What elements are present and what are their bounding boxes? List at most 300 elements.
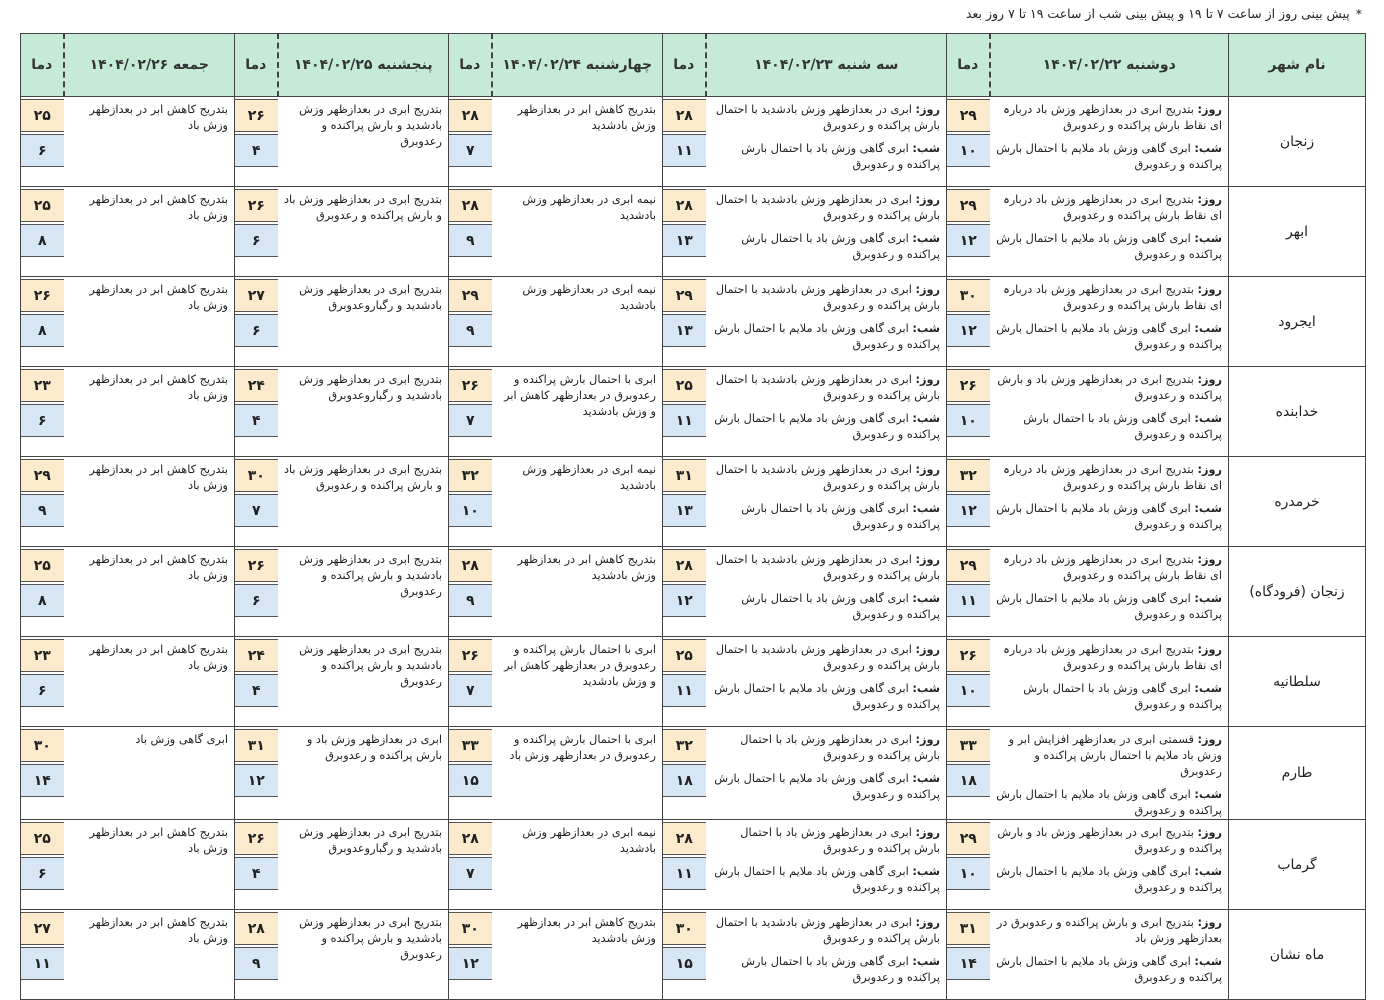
min-temp: ۷ bbox=[449, 857, 492, 890]
day-text: ابری در بعدازظهر وزش بادشدید با احتمال بارش پراکنده و رعدوبرق bbox=[715, 553, 940, 582]
max-temp: ۲۶ bbox=[449, 369, 492, 402]
forecast-text: نیمه ابری در بعدازظهر وزش بادشدید bbox=[522, 826, 656, 855]
day-label: روز: bbox=[915, 733, 940, 746]
min-temp: ۹ bbox=[449, 314, 492, 347]
min-temp: ۱۲ bbox=[947, 224, 990, 257]
night-forecast bbox=[712, 954, 941, 986]
day-text: بتدریج ابری در بعدازظهر وزش باد دربارہ ای نقاط بارش پراکنده و رعدوبرق bbox=[1003, 103, 1222, 132]
min-temp: ۱۸ bbox=[663, 764, 706, 797]
forecast-cell bbox=[990, 367, 1229, 457]
forecast-cell bbox=[990, 727, 1229, 820]
day-label: روز: bbox=[1197, 283, 1222, 296]
forecast-text: بتدریج ابری در بعدازظهر وزش بادشدید و بارش پراکنده و رعدوبرق bbox=[299, 553, 442, 598]
header-city: نام شهر bbox=[1229, 34, 1366, 97]
max-temp: ۲۹ bbox=[947, 549, 990, 582]
day-text: بتدریج ابری در بعدازظهر وزش باد و بارش پراکنده و رعدوبرق bbox=[997, 373, 1222, 402]
day-forecast bbox=[712, 552, 941, 584]
max-temp: ۲۵ bbox=[21, 549, 64, 582]
max-temp: ۳۳ bbox=[947, 729, 990, 762]
min-temp: ۴ bbox=[235, 674, 278, 707]
min-temp: ۱۴ bbox=[21, 764, 64, 797]
max-temp: ۲۸ bbox=[449, 99, 492, 132]
day-forecast bbox=[712, 642, 941, 674]
temp-cell bbox=[21, 367, 64, 457]
table-row bbox=[21, 727, 1366, 820]
forecast-cell bbox=[278, 727, 449, 820]
max-temp: ۳۳ bbox=[449, 729, 492, 762]
temp-cell bbox=[449, 277, 492, 367]
temp-cell bbox=[947, 820, 990, 910]
night-label: شب: bbox=[912, 682, 940, 695]
temp-cell bbox=[947, 547, 990, 637]
night-forecast bbox=[996, 501, 1223, 533]
max-temp: ۲۵ bbox=[663, 369, 706, 402]
forecast-cell bbox=[492, 367, 663, 457]
min-temp: ۸ bbox=[21, 314, 64, 347]
forecast-cell bbox=[278, 97, 449, 187]
max-temp: ۳۰ bbox=[21, 729, 64, 762]
forecast-text: بتدریج کاهش ابر در بعدازظهر وزش بادشدید bbox=[517, 103, 656, 132]
night-forecast bbox=[712, 141, 941, 173]
temp-cell bbox=[21, 547, 64, 637]
day-text: بتدریج ابری در بعدازظهر وزش باد دربارہ ای نقاط بارش پراکنده و رعدوبرق bbox=[1003, 283, 1222, 312]
max-temp: ۲۶ bbox=[235, 549, 278, 582]
min-temp: ۱۰ bbox=[947, 134, 990, 167]
temp-cell bbox=[449, 187, 492, 277]
day-text: ابری در بعدازظهر وزش باد با احتمال بارش پراکنده و رعدوبرق bbox=[740, 826, 940, 855]
day-text: بتدریج ابری در بعدازظهر وزش باد و بارش پراکنده و رعدوبرق bbox=[997, 826, 1222, 855]
temp-cell bbox=[21, 277, 64, 367]
min-temp: ۶ bbox=[235, 584, 278, 617]
forecast-cell bbox=[64, 820, 235, 910]
forecast-body bbox=[21, 97, 1366, 1000]
max-temp: ۲۶ bbox=[947, 369, 990, 402]
night-text: ابری گاهی وزش باد با احتمال بارش پراکنده و رعدوبرق bbox=[741, 232, 940, 261]
max-temp: ۳۱ bbox=[235, 729, 278, 762]
day-text: بتدریج ابری در بعدازظهر وزش باد دربارہ ای نقاط بارش پراکنده و رعدوبرق bbox=[1003, 193, 1222, 222]
night-label: شب: bbox=[912, 142, 940, 155]
night-forecast bbox=[712, 231, 941, 263]
day-label: روز: bbox=[1197, 103, 1222, 116]
header-day-5: جمعه ۱۴۰۴/۰۲/۲۶ bbox=[64, 34, 235, 97]
max-temp: ۲۵ bbox=[21, 822, 64, 855]
city-name: ابهر bbox=[1229, 187, 1366, 277]
forecast-cell bbox=[64, 97, 235, 187]
night-label: شب: bbox=[912, 232, 940, 245]
day-forecast bbox=[996, 462, 1223, 494]
min-temp: ۶ bbox=[21, 674, 64, 707]
forecast-table bbox=[20, 33, 1366, 1000]
max-temp: ۲۴ bbox=[235, 369, 278, 402]
day-label: روز: bbox=[1197, 553, 1222, 566]
day-label: روز: bbox=[1197, 826, 1222, 839]
forecast-text: بتدریج کاهش ابر در بعدازظهر وزش باد bbox=[89, 916, 228, 945]
table-row bbox=[21, 187, 1366, 277]
max-temp: ۲۶ bbox=[449, 639, 492, 672]
day-text: ابری در بعدازظهر وزش بادشدید با احتمال بارش پراکنده و رعدوبرق bbox=[715, 103, 940, 132]
night-label: شب: bbox=[912, 592, 940, 605]
max-temp: ۲۵ bbox=[21, 189, 64, 222]
temp-cell bbox=[449, 457, 492, 547]
min-temp: ۴ bbox=[235, 134, 278, 167]
forecast-cell bbox=[278, 277, 449, 367]
min-temp: ۶ bbox=[21, 134, 64, 167]
min-temp: ۶ bbox=[235, 224, 278, 257]
temp-cell bbox=[663, 547, 706, 637]
forecast-text: ابری گاهی وزش باد bbox=[135, 733, 228, 746]
max-temp: ۲۶ bbox=[235, 99, 278, 132]
night-text: ابری گاهی وزش باد ملایم با احتمال بارش پراکنده و رعدوبرق bbox=[996, 788, 1222, 817]
min-temp: ۱۱ bbox=[21, 947, 64, 980]
temp-cell bbox=[947, 367, 990, 457]
temp-cell bbox=[449, 367, 492, 457]
temp-cell bbox=[235, 727, 278, 820]
day-forecast bbox=[712, 732, 941, 764]
night-text: ابری گاهی وزش باد ملایم با احتمال بارش پراکنده و رعدوبرق bbox=[996, 865, 1222, 894]
day-label: روز: bbox=[915, 916, 940, 929]
max-temp: ۲۶ bbox=[21, 279, 64, 312]
day-text: ابری در بعدازظهر وزش بادشدید با احتمال بارش پراکنده و رعدوبرق bbox=[715, 193, 940, 222]
min-temp: ۱۸ bbox=[947, 764, 990, 797]
max-temp: ۳۱ bbox=[947, 912, 990, 945]
night-text: ابری گاهی وزش باد ملایم با احتمال بارش پراکنده و رعدوبرق bbox=[714, 322, 940, 351]
forecast-text: بتدریج کاهش ابر در بعدازظهر وزش باد bbox=[89, 826, 228, 855]
day-text: ابری در بعدازظهر وزش بادشدید با احتمال بارش پراکنده و رعدوبرق bbox=[715, 463, 940, 492]
min-temp: ۶ bbox=[21, 404, 64, 437]
min-temp: ۱۲ bbox=[947, 314, 990, 347]
note-star: * bbox=[1355, 6, 1362, 21]
forecast-cell bbox=[990, 820, 1229, 910]
max-temp: ۲۹ bbox=[449, 279, 492, 312]
max-temp: ۲۸ bbox=[663, 99, 706, 132]
day-label: روز: bbox=[915, 463, 940, 476]
forecast-cell bbox=[990, 277, 1229, 367]
temp-cell bbox=[663, 187, 706, 277]
temp-cell bbox=[235, 820, 278, 910]
forecast-text: بتدریج ابری در بعدازظهر وزش بادشدید و رگباروعدوبرق bbox=[299, 373, 442, 402]
night-label: شب: bbox=[912, 955, 940, 968]
table-row bbox=[21, 637, 1366, 727]
table-row bbox=[21, 367, 1366, 457]
night-text: ابری گاهی وزش باد ملایم با احتمال بارش پراکنده و رعدوبرق bbox=[996, 955, 1222, 984]
night-forecast bbox=[996, 321, 1223, 353]
max-temp: ۲۸ bbox=[235, 912, 278, 945]
temp-cell bbox=[947, 277, 990, 367]
min-temp: ۱۰ bbox=[449, 494, 492, 527]
min-temp: ۱۵ bbox=[449, 764, 492, 797]
forecast-cell bbox=[64, 910, 235, 1000]
max-temp: ۳۱ bbox=[663, 459, 706, 492]
max-temp: ۲۸ bbox=[663, 189, 706, 222]
city-name: سلطانیه bbox=[1229, 637, 1366, 727]
forecast-text: بتدریج کاهش ابر در بعدازظهر وزش باد bbox=[89, 463, 228, 492]
header-temp-2: دما bbox=[663, 34, 706, 97]
min-temp: ۱۵ bbox=[663, 947, 706, 980]
min-temp: ۱۴ bbox=[947, 947, 990, 980]
forecast-cell bbox=[278, 187, 449, 277]
night-label: شب: bbox=[1194, 682, 1222, 695]
night-label: شب: bbox=[912, 772, 940, 785]
night-label: شب: bbox=[912, 322, 940, 335]
forecast-cell bbox=[706, 727, 947, 820]
forecast-cell bbox=[278, 820, 449, 910]
day-label: روز: bbox=[1197, 373, 1222, 386]
day-forecast bbox=[996, 192, 1223, 224]
temp-cell bbox=[947, 457, 990, 547]
day-forecast bbox=[712, 372, 941, 404]
forecast-cell bbox=[706, 820, 947, 910]
temp-cell bbox=[663, 820, 706, 910]
forecast-cell bbox=[64, 547, 235, 637]
forecast-cell bbox=[492, 820, 663, 910]
max-temp: ۲۸ bbox=[663, 549, 706, 582]
min-temp: ۸ bbox=[21, 584, 64, 617]
temp-cell bbox=[663, 367, 706, 457]
temp-cell bbox=[449, 637, 492, 727]
min-temp: ۱۰ bbox=[947, 674, 990, 707]
min-temp: ۱۳ bbox=[663, 494, 706, 527]
max-temp: ۲۶ bbox=[235, 822, 278, 855]
day-label: روز: bbox=[915, 553, 940, 566]
forecast-cell bbox=[990, 637, 1229, 727]
temp-cell bbox=[947, 97, 990, 187]
forecast-cell bbox=[706, 277, 947, 367]
night-forecast bbox=[996, 591, 1223, 623]
forecast-text: ابری در بعدازظهر وزش باد و بارش پراکنده و رعدوبرق bbox=[306, 733, 442, 762]
max-temp: ۳۰ bbox=[449, 912, 492, 945]
night-text: ابری گاهی وزش باد ملایم با احتمال بارش پراکنده و رعدوبرق bbox=[996, 322, 1222, 351]
day-forecast bbox=[996, 282, 1223, 314]
forecast-cell bbox=[706, 547, 947, 637]
forecast-text: ابری با احتمال بارش پراکنده و رعدوبرق در بعدازظهر کاهش ابر و وزش بادشدید bbox=[504, 373, 656, 418]
header-day-4: پنجشنبه ۱۴۰۴/۰۲/۲۵ bbox=[278, 34, 449, 97]
min-temp: ۱۳ bbox=[663, 224, 706, 257]
table-row bbox=[21, 457, 1366, 547]
night-text: ابری گاهی وزش باد ملایم با احتمال بارش پراکنده و رعدوبرق bbox=[714, 772, 940, 801]
forecast-text: بتدریج ابری در بعدازظهر وزش بادشدید و رگباروعدوبرق bbox=[299, 283, 442, 312]
city-name: ماه نشان bbox=[1229, 910, 1366, 1000]
night-text: ابری گاهی وزش باد ملایم با احتمال بارش پراکنده و رعدوبرق bbox=[996, 502, 1222, 531]
forecast-text: بتدریج کاهش ابر در بعدازظهر وزش باد bbox=[89, 553, 228, 582]
forecast-cell bbox=[706, 457, 947, 547]
max-temp: ۳۰ bbox=[663, 912, 706, 945]
min-temp: ۱۳ bbox=[663, 314, 706, 347]
min-temp: ۱۲ bbox=[449, 947, 492, 980]
day-text: ابری در بعدازظهر وزش بادشدید با احتمال بارش پراکنده و رعدوبرق bbox=[715, 373, 940, 402]
min-temp: ۱۱ bbox=[663, 857, 706, 890]
temp-cell bbox=[947, 727, 990, 820]
max-temp: ۲۸ bbox=[449, 549, 492, 582]
day-text: ابری در بعدازظهر وزش بادشدید با احتمال بارش پراکنده و رعدوبرق bbox=[715, 916, 940, 945]
max-temp: ۳۲ bbox=[449, 459, 492, 492]
night-text: ابری گاهی وزش باد ملایم با احتمال بارش پراکنده و رعدوبرق bbox=[714, 412, 940, 441]
forecast-cell bbox=[64, 187, 235, 277]
night-forecast bbox=[996, 681, 1223, 713]
header-day-1: دوشنبه ۱۴۰۴/۰۲/۲۲ bbox=[990, 34, 1229, 97]
max-temp: ۲۸ bbox=[663, 822, 706, 855]
header-temp-3: دما bbox=[449, 34, 492, 97]
min-temp: ۱۲ bbox=[947, 494, 990, 527]
temp-cell bbox=[663, 97, 706, 187]
day-forecast bbox=[996, 372, 1223, 404]
forecast-text: بتدریج کاهش ابر در بعدازظهر وزش بادشدید bbox=[517, 553, 656, 582]
max-temp: ۲۷ bbox=[235, 279, 278, 312]
max-temp: ۲۶ bbox=[947, 639, 990, 672]
header-temp-1: دما bbox=[947, 34, 990, 97]
forecast-cell bbox=[492, 637, 663, 727]
min-temp: ۴ bbox=[235, 857, 278, 890]
min-temp: ۷ bbox=[449, 134, 492, 167]
min-temp: ۱۰ bbox=[947, 404, 990, 437]
forecast-text: بتدریج کاهش ابر در بعدازظهر وزش باد bbox=[89, 193, 228, 222]
forecast-text: نیمه ابری در بعدازظهر وزش بادشدید bbox=[522, 463, 656, 492]
forecast-cell bbox=[64, 727, 235, 820]
day-text: ابری در بعدازظهر وزش باد با احتمال بارش پراکنده و رعدوبرق bbox=[740, 733, 940, 762]
day-label: روز: bbox=[1197, 463, 1222, 476]
night-text: ابری گاهی وزش باد با احتمال بارش پراکنده و رعدوبرق bbox=[741, 142, 940, 171]
max-temp: ۲۴ bbox=[235, 639, 278, 672]
max-temp: ۲۳ bbox=[21, 369, 64, 402]
temp-cell bbox=[235, 457, 278, 547]
max-temp: ۲۸ bbox=[449, 822, 492, 855]
forecast-text: بتدریج کاهش ابر در بعدازظهر وزش باد bbox=[89, 103, 228, 132]
day-text: قسمتی ابری در بعدازظهر افزایش ابر و وزش باد ملایم با احتمال بارش پراکنده و رعدوبرق bbox=[1008, 733, 1222, 778]
forecast-text: بتدریج کاهش ابر در بعدازظهر وزش باد bbox=[89, 283, 228, 312]
max-temp: ۲۹ bbox=[947, 189, 990, 222]
night-forecast bbox=[712, 864, 941, 896]
day-forecast bbox=[996, 102, 1223, 134]
min-temp: ۱۱ bbox=[663, 674, 706, 707]
temp-cell bbox=[663, 457, 706, 547]
night-forecast bbox=[996, 141, 1223, 173]
night-forecast bbox=[996, 787, 1223, 819]
night-text: ابری گاهی وزش باد با احتمال بارش پراکنده و رعدوبرق bbox=[741, 502, 940, 531]
forecast-cell bbox=[706, 187, 947, 277]
min-temp: ۷ bbox=[235, 494, 278, 527]
day-text: بتدریج ابری در بعدازظهر وزش باد دربارہ ای نقاط بارش پراکنده و رعدوبرق bbox=[1003, 643, 1222, 672]
night-forecast bbox=[712, 591, 941, 623]
day-label: روز: bbox=[915, 826, 940, 839]
max-temp: ۲۶ bbox=[235, 189, 278, 222]
forecast-text: بتدریج ابری در بعدازظهر وزش باد و بارش پراکنده و رعدوبرق bbox=[283, 463, 442, 492]
day-label: روز: bbox=[915, 643, 940, 656]
temp-cell bbox=[235, 187, 278, 277]
min-temp: ۹ bbox=[449, 224, 492, 257]
temp-cell bbox=[449, 820, 492, 910]
night-text: ابری گاهی وزش باد ملایم با احتمال بارش پراکنده و رعدوبرق bbox=[714, 865, 940, 894]
day-label: روز: bbox=[1197, 916, 1222, 929]
temp-cell bbox=[21, 820, 64, 910]
min-temp: ۶ bbox=[21, 857, 64, 890]
min-temp: ۱۲ bbox=[663, 584, 706, 617]
night-forecast bbox=[996, 954, 1223, 986]
temp-cell bbox=[235, 97, 278, 187]
temp-cell bbox=[235, 637, 278, 727]
min-temp: ۹ bbox=[21, 494, 64, 527]
temp-cell bbox=[947, 910, 990, 1000]
forecast-cell bbox=[278, 547, 449, 637]
night-forecast bbox=[712, 501, 941, 533]
max-temp: ۲۹ bbox=[947, 822, 990, 855]
temp-cell bbox=[449, 97, 492, 187]
max-temp: ۳۰ bbox=[947, 279, 990, 312]
day-label: روز: bbox=[915, 373, 940, 386]
night-text: ابری گاهی وزش باد ملایم با احتمال بارش پراکنده و رعدوبرق bbox=[996, 142, 1222, 171]
forecast-cell bbox=[492, 910, 663, 1000]
day-forecast bbox=[996, 825, 1223, 857]
header-temp-5: دما bbox=[21, 34, 64, 97]
city-name: خرمدره bbox=[1229, 457, 1366, 547]
night-label: شب: bbox=[1194, 412, 1222, 425]
min-temp: ۹ bbox=[449, 584, 492, 617]
header-day-2: سه شنبه ۱۴۰۴/۰۲/۲۳ bbox=[706, 34, 947, 97]
forecast-cell bbox=[706, 637, 947, 727]
city-name: خدابنده bbox=[1229, 367, 1366, 457]
night-label: شب: bbox=[1194, 142, 1222, 155]
min-temp: ۶ bbox=[235, 314, 278, 347]
forecast-text: ابری با احتمال بارش پراکنده و رعدوبرق در بعدازظهر کاهش ابر و وزش بادشدید bbox=[504, 643, 656, 688]
temp-cell bbox=[449, 727, 492, 820]
forecast-cell bbox=[278, 367, 449, 457]
forecast-cell bbox=[990, 97, 1229, 187]
max-temp: ۲۷ bbox=[21, 912, 64, 945]
min-temp: ۱۱ bbox=[663, 404, 706, 437]
day-forecast bbox=[712, 102, 941, 134]
header-temp-4: دما bbox=[235, 34, 278, 97]
city-name: زنجان bbox=[1229, 97, 1366, 187]
forecast-cell bbox=[492, 187, 663, 277]
night-forecast bbox=[996, 411, 1223, 443]
forecast-cell bbox=[278, 637, 449, 727]
temp-cell bbox=[21, 97, 64, 187]
min-temp: ۱۰ bbox=[947, 857, 990, 890]
night-text: ابری گاهی وزش باد با احتمال بارش پراکنده و رعدوبرق bbox=[1023, 682, 1222, 711]
temp-cell bbox=[449, 547, 492, 637]
day-forecast bbox=[996, 552, 1223, 584]
night-forecast bbox=[712, 771, 941, 803]
day-text: ابری در بعدازظهر وزش بادشدید با احتمال بارش پراکنده و رعدوبرق bbox=[715, 643, 940, 672]
max-temp: ۳۰ bbox=[235, 459, 278, 492]
max-temp: ۲۹ bbox=[21, 459, 64, 492]
max-temp: ۲۳ bbox=[21, 639, 64, 672]
night-text: ابری گاهی وزش باد ملایم با احتمال بارش پراکنده و رعدوبرق bbox=[996, 592, 1222, 621]
night-label: شب: bbox=[1194, 955, 1222, 968]
temp-cell bbox=[235, 367, 278, 457]
forecast-text: بتدریج کاهش ابر در بعدازظهر وزش باد bbox=[89, 373, 228, 402]
day-forecast bbox=[996, 642, 1223, 674]
forecast-cell bbox=[706, 97, 947, 187]
temp-cell bbox=[947, 187, 990, 277]
max-temp: ۲۵ bbox=[663, 639, 706, 672]
temp-cell bbox=[235, 547, 278, 637]
day-forecast bbox=[712, 192, 941, 224]
temp-cell bbox=[663, 277, 706, 367]
forecast-cell bbox=[492, 457, 663, 547]
temp-cell bbox=[663, 637, 706, 727]
day-label: روز: bbox=[1197, 733, 1222, 746]
forecast-cell bbox=[64, 637, 235, 727]
temp-cell bbox=[235, 277, 278, 367]
temp-cell bbox=[21, 457, 64, 547]
forecast-cell bbox=[990, 457, 1229, 547]
max-temp: ۲۹ bbox=[663, 279, 706, 312]
note-text: پیش بینی روز از ساعت ۷ تا ۱۹ و پیش بینی شب از ساعت ۱۹ تا ۷ روز بعد bbox=[965, 6, 1350, 21]
temp-cell bbox=[21, 187, 64, 277]
day-forecast bbox=[712, 282, 941, 314]
forecast-note bbox=[966, 6, 1362, 21]
day-forecast bbox=[712, 825, 941, 857]
night-label: شب: bbox=[1194, 232, 1222, 245]
